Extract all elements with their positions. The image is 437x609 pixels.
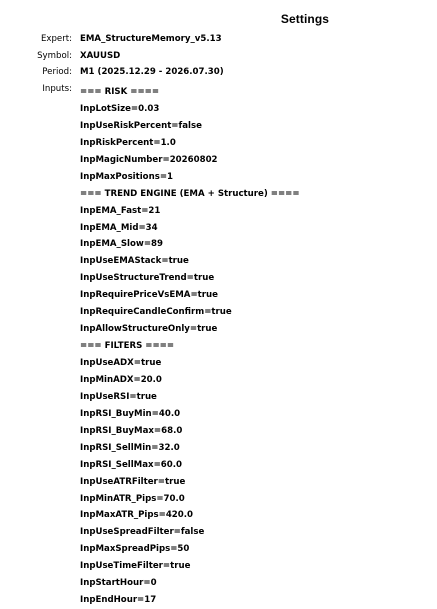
page-title: Settings — [280, 12, 330, 26]
expert-label: Expert: — [40, 34, 72, 44]
input-line: InpUseSpreadFilter=false — [80, 527, 205, 538]
input-line: InpUseATRFilter=true — [80, 476, 186, 487]
input-line: === RISK ==== — [80, 87, 160, 97]
input-line: InpRSI_BuyMax=68.0 — [80, 425, 183, 436]
input-line: InpEMA_Fast=21 — [80, 205, 161, 216]
input-line: InpRequireCandleConfirm=true — [80, 307, 232, 318]
period-row — [0, 67, 437, 84]
input-line: InpEMA_Slow=89 — [80, 239, 163, 250]
input-line: InpRSI_SellMin=32.0 — [80, 442, 180, 453]
input-line: InpMinATR_Pips=70.0 — [80, 493, 185, 504]
input-line: InpUseRiskPercent=false — [80, 120, 202, 131]
input-line: === TREND ENGINE (EMA + Structure) ==== — [80, 188, 300, 199]
input-line: InpAllowStructureOnly=true — [80, 324, 218, 335]
expert-row — [0, 34, 437, 51]
inputs-list — [80, 84, 430, 609]
input-line: InpRSI_SellMax=60.0 — [80, 459, 182, 470]
input-line: InpUseRSI=true — [80, 391, 157, 402]
input-line: InpUseStructureTrend=true — [80, 273, 215, 284]
input-line: InpUseADX=true — [80, 358, 162, 368]
input-line: === FILTERS ==== — [80, 341, 175, 352]
inputs-label: Inputs: — [42, 84, 72, 94]
input-line: InpMinADX=20.0 — [80, 374, 162, 385]
input-line: InpMaxATR_Pips=420.0 — [80, 510, 194, 521]
input-line: InpLotSize=0.03 — [80, 103, 160, 114]
input-line: InpStartHour=0 — [80, 578, 157, 589]
input-line: InpMagicNumber=20260802 — [80, 154, 218, 165]
input-line: InpEndHour=17 — [80, 595, 157, 606]
input-line: InpRSI_BuyMin=40.0 — [80, 408, 181, 419]
period-label: Period: — [42, 67, 72, 77]
symbol-row — [0, 51, 437, 68]
input-line: InpMaxSpreadPips=50 — [80, 544, 190, 555]
input-line: InpMaxPositions=1 — [80, 171, 173, 182]
input-line: InpEMA_Mid=34 — [80, 222, 158, 233]
period-value: M1 (2025.12.29 - 2026.07.30) — [80, 67, 224, 77]
input-line: InpUseTimeFilter=true — [80, 561, 191, 572]
expert-value: EMA_StructureMemory_v5.13 — [80, 34, 222, 44]
input-line: InpUseEMAStack=true — [80, 256, 189, 267]
input-line: InpRequirePriceVsEMA=true — [80, 290, 218, 301]
input-line: InpRiskPercent=1.0 — [80, 137, 176, 148]
symbol-label: Symbol: — [37, 51, 72, 61]
symbol-value: XAUUSD — [80, 51, 121, 61]
